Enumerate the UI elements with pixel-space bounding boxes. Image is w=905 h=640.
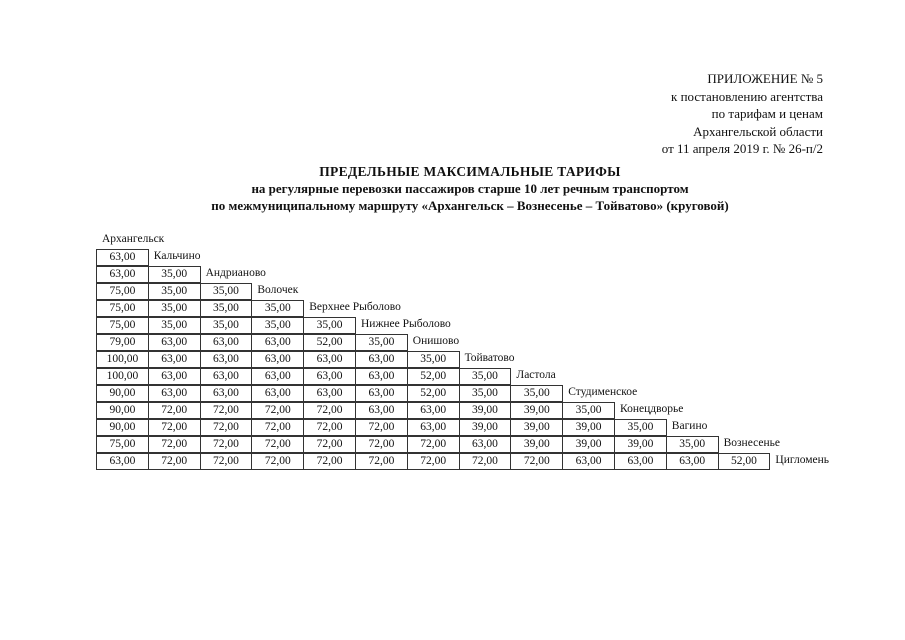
tariff-cell: 63,00 — [251, 385, 304, 402]
tariff-cell: 75,00 — [96, 283, 149, 300]
station-label: Ластола — [516, 369, 556, 381]
tariff-cell: 63,00 — [251, 368, 304, 385]
tariff-cell: 63,00 — [96, 249, 149, 266]
tariff-cell: 35,00 — [148, 283, 201, 300]
station-label: Онишово — [412, 335, 460, 347]
station-label: Конецдворье — [620, 403, 684, 415]
tariff-cell: 63,00 — [96, 453, 149, 470]
tariff-cell: 63,00 — [355, 402, 408, 419]
tariff-cell: 72,00 — [407, 453, 460, 470]
tariff-cell: 52,00 — [718, 453, 771, 470]
tariff-cell: 39,00 — [510, 436, 563, 453]
tariff-cell: 35,00 — [148, 300, 201, 317]
tariff-cell: 72,00 — [200, 419, 253, 436]
tariff-cell: 39,00 — [459, 402, 512, 419]
tariff-cell: 72,00 — [148, 419, 201, 436]
station-label: Студименское — [568, 386, 638, 398]
document-subtitle-2: по межмуниципальному маршруту «Архангельск – Вознесенье – Тойватово» (круговой) — [211, 198, 729, 213]
tariff-cell: 72,00 — [303, 453, 356, 470]
tariff-cell: 35,00 — [510, 385, 563, 402]
tariff-cell: 72,00 — [355, 419, 408, 436]
tariff-cell: 39,00 — [614, 436, 667, 453]
tariff-cell: 63,00 — [200, 334, 253, 351]
station-label: Андрианово — [205, 267, 266, 279]
tariff-cell: 72,00 — [510, 453, 563, 470]
tariff-cell: 100,00 — [96, 368, 149, 385]
tariff-cell: 63,00 — [355, 368, 408, 385]
tariff-cell: 72,00 — [251, 419, 304, 436]
tariff-cell: 72,00 — [200, 402, 253, 419]
tariff-cell: 39,00 — [562, 436, 615, 453]
tariff-cell: 63,00 — [303, 351, 356, 368]
tariff-cell: 63,00 — [148, 385, 201, 402]
tariff-cell: 35,00 — [251, 300, 304, 317]
appendix-resolution: к постановлению агентства — [671, 88, 823, 104]
tariff-cell: 63,00 — [303, 385, 356, 402]
tariff-cell: 52,00 — [407, 368, 460, 385]
tariff-cell: 63,00 — [407, 402, 460, 419]
tariff-cell: 63,00 — [355, 385, 408, 402]
station-label: Архангельск — [102, 233, 165, 245]
tariff-cell: 72,00 — [251, 453, 304, 470]
tariff-cell: 63,00 — [355, 351, 408, 368]
tariff-cell: 63,00 — [251, 351, 304, 368]
tariff-cell: 90,00 — [96, 419, 149, 436]
tariff-cell: 39,00 — [510, 419, 563, 436]
tariff-cell: 63,00 — [200, 368, 253, 385]
tariff-cell: 90,00 — [96, 385, 149, 402]
tariff-cell: 39,00 — [562, 419, 615, 436]
appendix-date: от 11 апреля 2019 г. № 26-п/2 — [661, 141, 823, 156]
appendix-region: Архангельской области — [693, 123, 823, 139]
tariff-cell: 72,00 — [355, 453, 408, 470]
appendix-agency: по тарифам и ценам — [711, 106, 823, 121]
tariff-cell: 72,00 — [251, 436, 304, 453]
tariff-cell: 63,00 — [251, 334, 304, 351]
station-label: Тойватово — [464, 352, 515, 364]
appendix-number: ПРИЛОЖЕНИЕ № 5 — [707, 71, 823, 86]
tariff-cell: 100,00 — [96, 351, 149, 368]
tariff-cell: 39,00 — [459, 419, 512, 436]
tariff-cell: 72,00 — [355, 436, 408, 453]
tariff-cell: 35,00 — [251, 317, 304, 334]
tariff-cell: 72,00 — [148, 436, 201, 453]
tariff-cell: 35,00 — [614, 419, 667, 436]
tariff-cell: 72,00 — [251, 402, 304, 419]
tariff-cell: 79,00 — [96, 334, 149, 351]
tariff-cell: 35,00 — [562, 402, 615, 419]
tariff-cell: 63,00 — [200, 351, 253, 368]
tariff-cell: 52,00 — [407, 385, 460, 402]
tariff-cell: 35,00 — [459, 368, 512, 385]
tariff-cell: 35,00 — [200, 317, 253, 334]
document-subtitle-1: на регулярные перевозки пассажиров старше 10 лет речным транспортом — [251, 181, 689, 196]
tariff-cell: 75,00 — [96, 436, 149, 453]
tariff-cell: 72,00 — [459, 453, 512, 470]
tariff-cell: 35,00 — [200, 300, 253, 317]
station-label: Цигломень — [775, 454, 830, 466]
tariff-cell: 39,00 — [510, 402, 563, 419]
tariff-cell: 63,00 — [666, 453, 719, 470]
station-label: Вагино — [671, 420, 708, 432]
tariff-cell: 35,00 — [200, 283, 253, 300]
tariff-cell: 72,00 — [303, 419, 356, 436]
tariff-cell: 35,00 — [148, 266, 201, 283]
tariff-cell: 63,00 — [148, 368, 201, 385]
tariff-cell: 35,00 — [459, 385, 512, 402]
tariff-cell: 35,00 — [407, 351, 460, 368]
tariff-cell: 35,00 — [666, 436, 719, 453]
tariff-cell: 63,00 — [200, 385, 253, 402]
tariff-cell: 72,00 — [200, 436, 253, 453]
tariff-cell: 75,00 — [96, 317, 149, 334]
tariff-cell: 63,00 — [459, 436, 512, 453]
document-title: ПРЕДЕЛЬНЫЕ МАКСИМАЛЬНЫЕ ТАРИФЫ — [319, 164, 621, 179]
tariff-cell: 72,00 — [148, 402, 201, 419]
tariff-cell: 63,00 — [303, 368, 356, 385]
tariff-cell: 35,00 — [303, 317, 356, 334]
tariff-cell: 52,00 — [303, 334, 356, 351]
tariff-cell: 63,00 — [614, 453, 667, 470]
tariff-cell: 75,00 — [96, 300, 149, 317]
tariff-cell: 72,00 — [407, 436, 460, 453]
tariff-cell: 63,00 — [96, 266, 149, 283]
station-label: Нижнее Рыболово — [361, 318, 451, 330]
tariff-cell: 72,00 — [303, 436, 356, 453]
tariff-cell: 72,00 — [200, 453, 253, 470]
station-label: Верхнее Рыболово — [309, 301, 401, 313]
tariff-cell: 35,00 — [355, 334, 408, 351]
station-label: Волочек — [257, 284, 299, 296]
tariff-cell: 90,00 — [96, 402, 149, 419]
tariff-cell: 63,00 — [148, 334, 201, 351]
tariff-cell: 35,00 — [148, 317, 201, 334]
station-label: Вознесенье — [723, 437, 780, 449]
tariff-cell: 63,00 — [562, 453, 615, 470]
tariff-cell: 72,00 — [303, 402, 356, 419]
tariff-cell: 63,00 — [407, 419, 460, 436]
tariff-cell: 63,00 — [148, 351, 201, 368]
tariff-cell: 72,00 — [148, 453, 201, 470]
station-label: Кальчино — [153, 250, 201, 262]
